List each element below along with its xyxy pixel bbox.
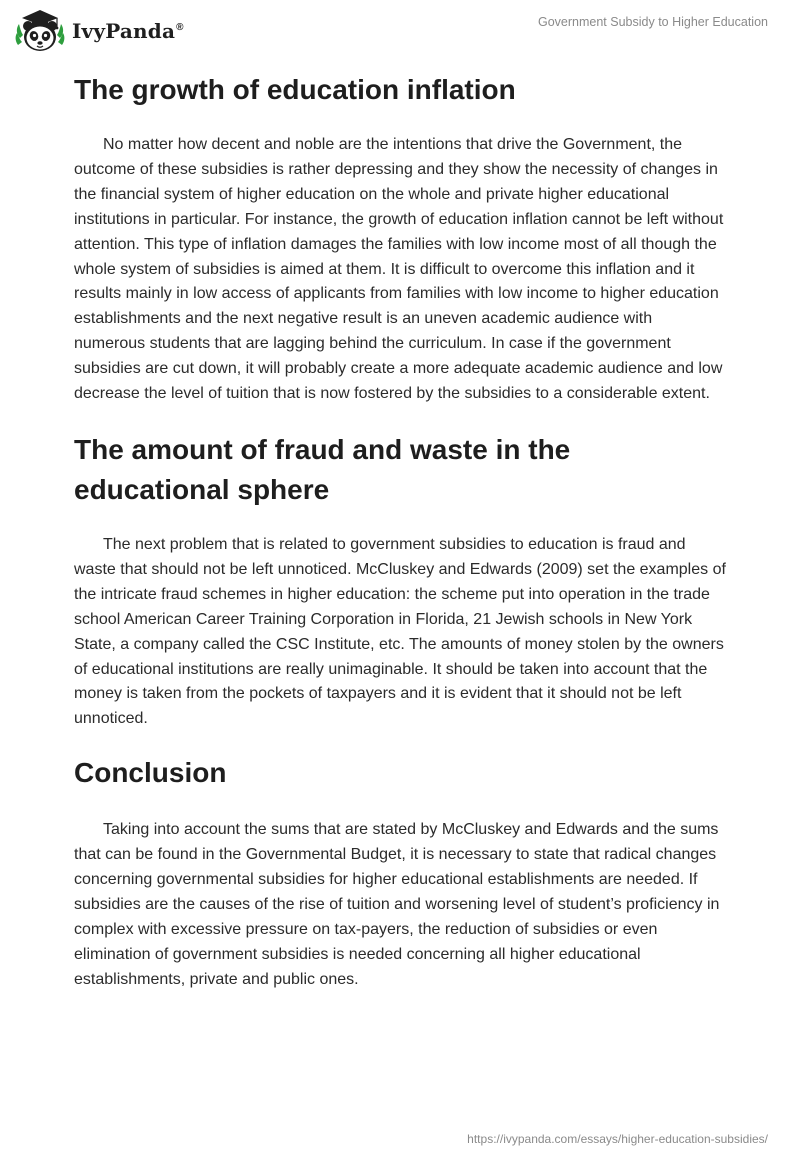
registered-mark: ® xyxy=(176,22,184,34)
section-paragraph: No matter how decent and noble are the intentions that drive the Government, the outcome of these subsidies is rather depressing and they show the necessity of changes in the financial system of higher education on the whole and private higher educational institutions in particular. For instance, the growth of education inflation cannot be left without attention. This type of inflation damages the families with low income most of all though the whole system of subsidies is aimed at them. It is difficult to overcome this inflation and it results mainly in low access of applicants from families with low income to higher education establishments and the next negative result is an uneven academic audience with numerous students that are lagging behind the curriculum. In case if the government subsidies are cut down, it will probably create a more adequate academic audience and low decrease the level of tuition that is now fostered by the subsidies to a considerable extent. xyxy=(74,136,724,403)
section-paragraph: The next problem that is related to government subsidies to education is fraud and waste that should not be left unnoticed. McCluskey and Edwards (2009) set the examples of the intricate fraud schemes in higher education: the scheme put into operation in the trade school American Career Training Corporation in Florida, 21 Jewish schools in New York State, a company called the CSC Institute, etc. The amounts of money stolen by the owners of educational institutions are really unimaginable. It should be taken into account that the money is taken from the pockets of taxpayers and it is evident that it should not be left unnoticed. xyxy=(74,535,726,728)
section-heading: The amount of fraud and waste in the educational sphere xyxy=(74,433,571,505)
essay-content xyxy=(74,68,726,993)
section-paragraph: Taking into account the sums that are stated by McCluskey and Edwards and the sums that can be found in the Governmental Budget, it is necessary to state that radical changes concerning governmental subsidies for higher educational establishments are needed. If subsidies are the causes of the rise of tuition and worsening level of student’s proficiency in complex with excessive pressure on tax-payers, the reduction of subsidies or even elimination of government subsidies is needed concerning all higher educational establishments, private and public ones. xyxy=(74,821,720,988)
page-header xyxy=(0,0,800,60)
document-title: Government Subsidy to Higher Education xyxy=(538,15,768,29)
panda-graduate-icon xyxy=(14,8,66,54)
brand-name: IvyPanda® xyxy=(72,19,184,43)
source-url[interactable]: https://ivypanda.com/essays/higher-education-subsidies/ xyxy=(467,1132,768,1146)
brand-logo[interactable] xyxy=(14,8,184,54)
section-heading: Conclusion xyxy=(74,757,227,789)
section-heading: The growth of education inflation xyxy=(74,74,516,105)
